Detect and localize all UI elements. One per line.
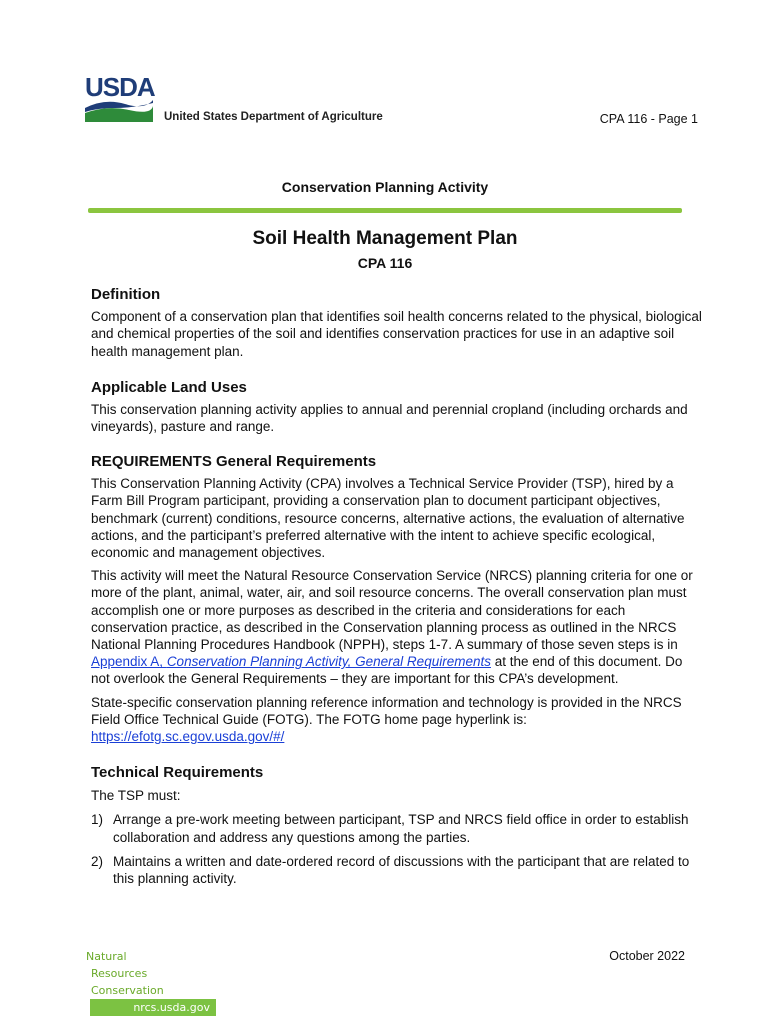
list-item [91, 853, 703, 887]
list-item-text: Arrange a pre-work meeting between participant, TSP and NRCS field office in order to establish collaboration and address any questions among the parties. [113, 812, 689, 845]
appendix-a-link[interactable] [91, 654, 491, 669]
page-label: CPA 116 - Page 1 [599, 112, 698, 126]
land-uses-section [91, 379, 703, 436]
appendix-a-link-label: Appendix A, [91, 654, 167, 670]
page-title: Soil Health Management Plan [252, 228, 518, 249]
list-item [91, 811, 703, 845]
list-item-number: 1) [91, 812, 104, 828]
department-name: United States Department of Agriculture [164, 111, 383, 123]
land-uses-text: This conservation planning activity applies to annual and perennial cropland (including orchards and vineyards), pasture and range. [91, 402, 688, 435]
technical-list [91, 811, 703, 887]
requirements-heading: REQUIREMENTS General Requirements [91, 453, 377, 470]
requirements-section [91, 453, 703, 745]
requirements-paragraph-3 [91, 694, 703, 746]
document-date: October 2022 [609, 949, 685, 963]
requirements-paragraph-1: This Conservation Planning Activity (CPA) involves a Technical Service Provider (TSP), hired by a Farm Bill Program participant, providing a conservation plan to document participant objectives, benchmark (current) conditions, resource concerns, alternative actions, the evaluation of alternative actions, and the participant’s preferred alternative with the intent to achieve specific ecological, economic and management objectives. [91, 476, 685, 561]
land-uses-heading: Applicable Land Uses [91, 379, 247, 396]
appendix-a-link-title: Conservation Planning Activity, General Requirements [166, 654, 491, 670]
technical-heading: Technical Requirements [91, 764, 264, 781]
list-item-text: Maintains a written and date-ordered record of discussions with the participant that are related to this planning activity. [113, 853, 690, 887]
list-item-number: 2) [91, 853, 104, 869]
fotg-link[interactable]: https://efotg.sc.egov.usda.gov/#/ [91, 729, 285, 745]
green-divider [88, 208, 682, 213]
requirements-paragraph-2-text: This activity will meet the Natural Resource Conservation Service (NRCS) planning criteria for one or more of the plant, animal, water, air, and soil resource concerns. The overall conservation plan must accomplish one or more purposes as described in the criteria and considerations for each conservation practice, as described in the Conservation planning process as outlined in the NRCS National Planning Procedures Handbook (NPPH), steps 1-7. A summary of those seven steps is in [91, 568, 693, 653]
technical-intro: The TSP must: [91, 788, 181, 804]
document-code: CPA 116 [357, 255, 413, 271]
requirements-paragraph-2 [91, 567, 703, 687]
footer-line-conservation: Conservation [91, 984, 164, 997]
definition-heading: Definition [91, 286, 161, 303]
requirements-paragraph-2-tail: at the end of this document. Do not overlook the General Requirements – they are important for this CPA’s development. [91, 654, 683, 687]
usda-logo-text: USDA [85, 72, 155, 102]
technical-section [91, 764, 703, 887]
definition-text: Component of a conservation plan that identifies soil health concerns related to the physical, biological and chemical properties of the soil and identifies conservation practices for use in an adaptive soil health management plan. [91, 309, 702, 359]
footer-site-badge: nrcs.usda.gov [90, 999, 216, 1016]
footer-line-resources: Resources [91, 967, 148, 980]
footer-line-natural: Natural [86, 950, 127, 963]
usda-logo [85, 74, 155, 122]
fotg-text: State-specific conservation planning reference information and technology is provided in the NRCS Field Office Technical Guide (FOTG). The FOTG home page hyperlink is: [91, 694, 682, 727]
definition-section [91, 286, 703, 360]
activity-title: Conservation Planning Activity [281, 179, 489, 195]
